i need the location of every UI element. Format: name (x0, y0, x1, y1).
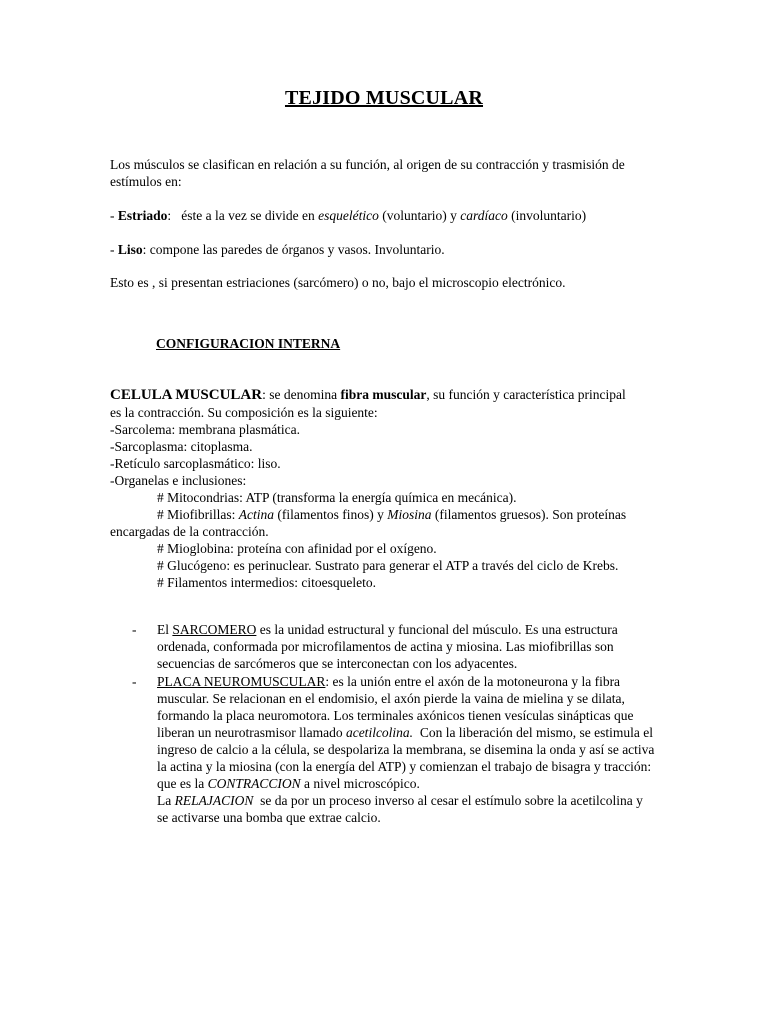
section-title: CONFIGURACION INTERNA (156, 336, 341, 351)
estriado-colon: : (167, 208, 172, 223)
filamentos-line: # Filamentos intermedios: citoesqueleto. (157, 575, 376, 590)
celula-bold: fibra muscular (340, 387, 427, 402)
placa-text-b: Con la liberación del mismo, se estimula el ingreso de calcio a la célula, se despolariza la membrana, se disemina la onda y así se activa la actina y la miosina (con la energía del ATP) y comienzan el trabajo de bisagra y tracción: que es la (157, 725, 658, 791)
glucogeno-text: # Glucógeno: es perinuclear. Sustrato para generar el ATP a través del ciclo de Krebs. (157, 558, 619, 573)
liso-text: : compone las paredes de órganos y vasos. Involuntario. (142, 242, 445, 257)
celula-text-2: , su función y característica principal es la contracción. Su composición es la siguiente: (110, 387, 626, 420)
celula-line: -Retículo sarcoplasmático: liso. (110, 456, 281, 471)
relajacion-text-d: La (157, 793, 175, 808)
placa-em-relajacion: RELAJACION (174, 793, 254, 808)
miofibrillas-line (110, 506, 635, 540)
list-item-placa (110, 673, 658, 826)
mioglobina-line: # Mioglobina: proteína con afinidad por el oxígeno. (157, 541, 437, 556)
liso-paragraph (110, 241, 655, 258)
celula-line: -Sarcoplasma: citoplasma. (110, 439, 253, 454)
relajacion-line (157, 792, 655, 826)
bullet-list (110, 621, 658, 826)
celula-intro (110, 386, 635, 421)
estriado-text-1: éste a la vez se divide en (171, 208, 319, 223)
sarcomero-term: SARCOMERO (172, 622, 257, 637)
celula-term: CELULA MUSCULAR (110, 387, 263, 403)
estriado-term: Estriado (117, 208, 168, 223)
list-dash: - (132, 674, 137, 689)
miofibrillas-text-c: (filamentos gruesos). Son proteínas encargadas de la contracción. (110, 507, 627, 539)
liso-prefix: - (110, 242, 118, 257)
celula-section (110, 386, 635, 591)
celula-text-1: : se denomina (262, 387, 341, 402)
placa-term: PLACA NEUROMUSCULAR (157, 674, 326, 689)
intro-paragraph: Los músculos se clasifican en relación a su función, al origen de su contracción y trasmisión de estímulos en: (110, 157, 625, 189)
miofibrillas-em-miosina: Miosina (387, 507, 432, 522)
placa-em-contraccion: CONTRACCION (207, 776, 301, 791)
sarcomero-text-b: es la unidad estructural y funcional del músculo. Es una estructura ordenada, conformada por microfilamentos de actina y miosina. Las miofibrillas son secuencias de sarcómeros que se interconectan con los adyacentes. (157, 622, 618, 671)
relajacion-text-e: se da por un proceso inverso al cesar el estímulo sobre la acetilcolina y se activarse una bomba que extrae calcio. (157, 793, 647, 825)
estriado-em-cardiaco: cardíaco (460, 208, 508, 223)
liso-term: Liso (117, 242, 143, 257)
mitocondrias-line: # Mitocondrias: ATP (transforma la energía química en mecánica). (157, 490, 517, 505)
miofibrillas-text-a: # Miofibrillas: (157, 507, 239, 522)
miofibrillas-text-b: (filamentos finos) y (274, 507, 388, 522)
estriado-paragraph (110, 207, 655, 224)
estriado-prefix: - (110, 208, 118, 223)
miofibrillas-em-actina: Actina (238, 507, 274, 522)
esto-paragraph: Esto es , si presentan estriaciones (sarcómero) o no, bajo el microscopio electrónico. (110, 275, 566, 290)
estriado-text-2: (voluntario) y (378, 208, 461, 223)
placa-em-acetilcolina: acetilcolina. (345, 725, 414, 740)
estriado-em-esqueletico: esquelético (318, 208, 379, 223)
placa-text-c: a nivel microscópico. (300, 776, 420, 791)
list-item-sarcomero (110, 621, 655, 672)
document-title: TEJIDO MUSCULAR (284, 87, 484, 109)
placa-text-a: : es la unión entre el axón de la motoneurona y la fibra muscular. Se relacionan en el endomisio, el axón pierde la vaina de mielina y se dilata, formando la placa neuromotora. Los terminales axónicos tienen vesículas sinápticas que liberan un neurotrasmisor llamado (157, 674, 634, 740)
celula-line: -Sarcolema: membrana plasmática. (110, 422, 301, 437)
estriado-text-3: (involuntario) (507, 208, 587, 223)
glucogeno-line (110, 557, 635, 574)
sarcomero-text-a: El (157, 622, 173, 637)
celula-line: -Organelas e inclusiones: (110, 473, 247, 488)
list-dash: - (132, 622, 137, 637)
